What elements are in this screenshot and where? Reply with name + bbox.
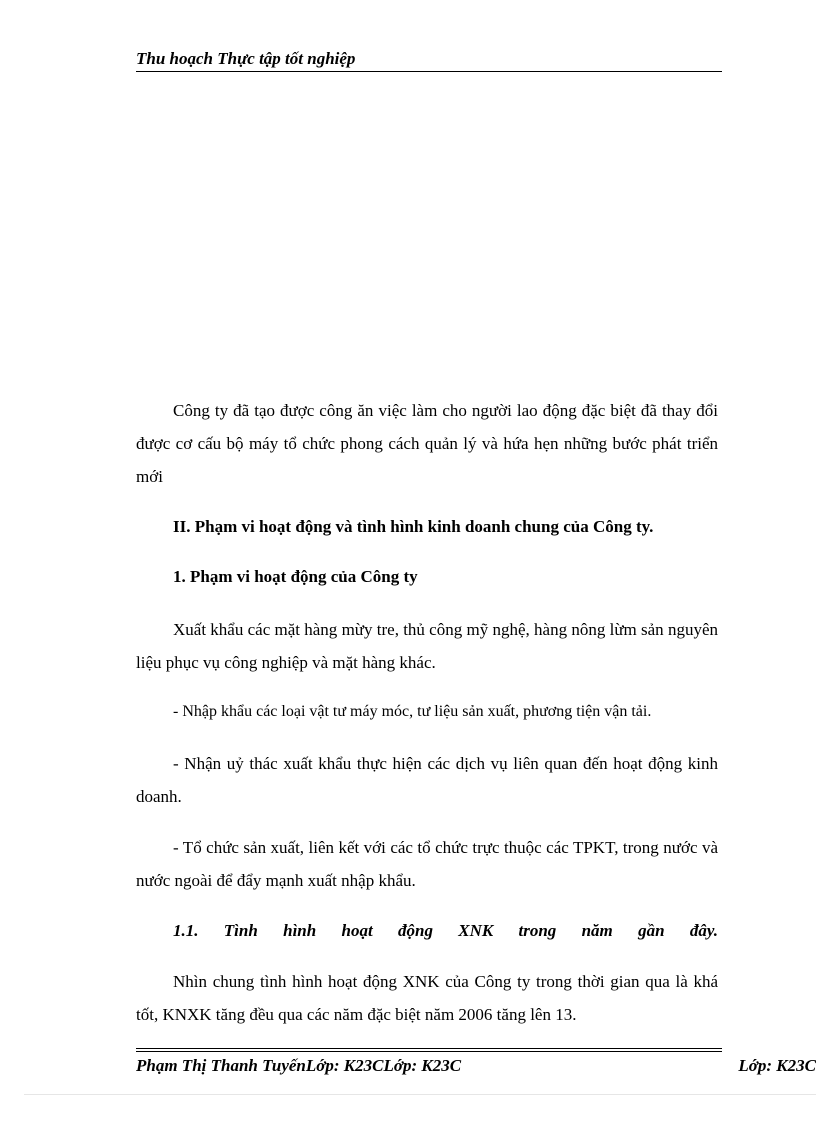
header-rule [136, 71, 722, 72]
paragraph-intro: Công ty đã tạo được công ăn việc làm cho người lao động đặc biệt đã thay đổi được cơ cấu bộ máy tổ chức phong cách quản lý và hứa hẹn những bước phát triển mới [136, 401, 718, 486]
footer-rule-bottom [136, 1051, 722, 1052]
footer-author: Phạm Thị Thanh TuyếnLớp: K23CLớp: K23C [136, 1056, 462, 1075]
bullet-production: - Tổ chức sản xuất, liên kết với các tổ chức trực thuộc các TPKT, trong nước và nước ngoài để đẩy mạnh xuất nhập khẩu. [136, 838, 718, 890]
heading-1-1: 1.1. Tình hình hoạt động XNK trong năm gần đây. [173, 921, 718, 940]
bullet-entrusted-export: - Nhận uỷ thác xuất khẩu thực hiện các dịch vụ liên quan đến hoạt động kinh doanh. [136, 754, 718, 806]
footer-class: Lớp: K23C [738, 1056, 816, 1075]
heading-1: 1. Phạm vi hoạt động của Công ty [173, 567, 418, 586]
paragraph-overview: Nhìn chung tình hình hoạt động XNK của Công ty trong thời gian qua là khá tốt, KNXK tăng đều qua các năm đặc biệt năm 2006 tăng lên 13. [136, 972, 718, 1024]
footer-rule-top [136, 1048, 722, 1049]
paragraph-export: Xuất khẩu các mặt hàng mừy tre, thủ công mỹ nghệ, hàng nông lừm sản nguyên liệu phục vụ công nghiệp và mặt hàng khác. [136, 620, 718, 672]
bullet-import: - Nhập khẩu các loại vật tư máy móc, tư liệu sản xuất, phương tiện vận tải. [173, 703, 652, 720]
page-bottom-divider [24, 1094, 816, 1095]
page-header-title: Thu hoạch Thực tập tốt nghiệp [136, 49, 356, 68]
heading-section-2: II. Phạm vi hoạt động và tình hình kinh doanh chung của Công ty. [173, 517, 654, 536]
